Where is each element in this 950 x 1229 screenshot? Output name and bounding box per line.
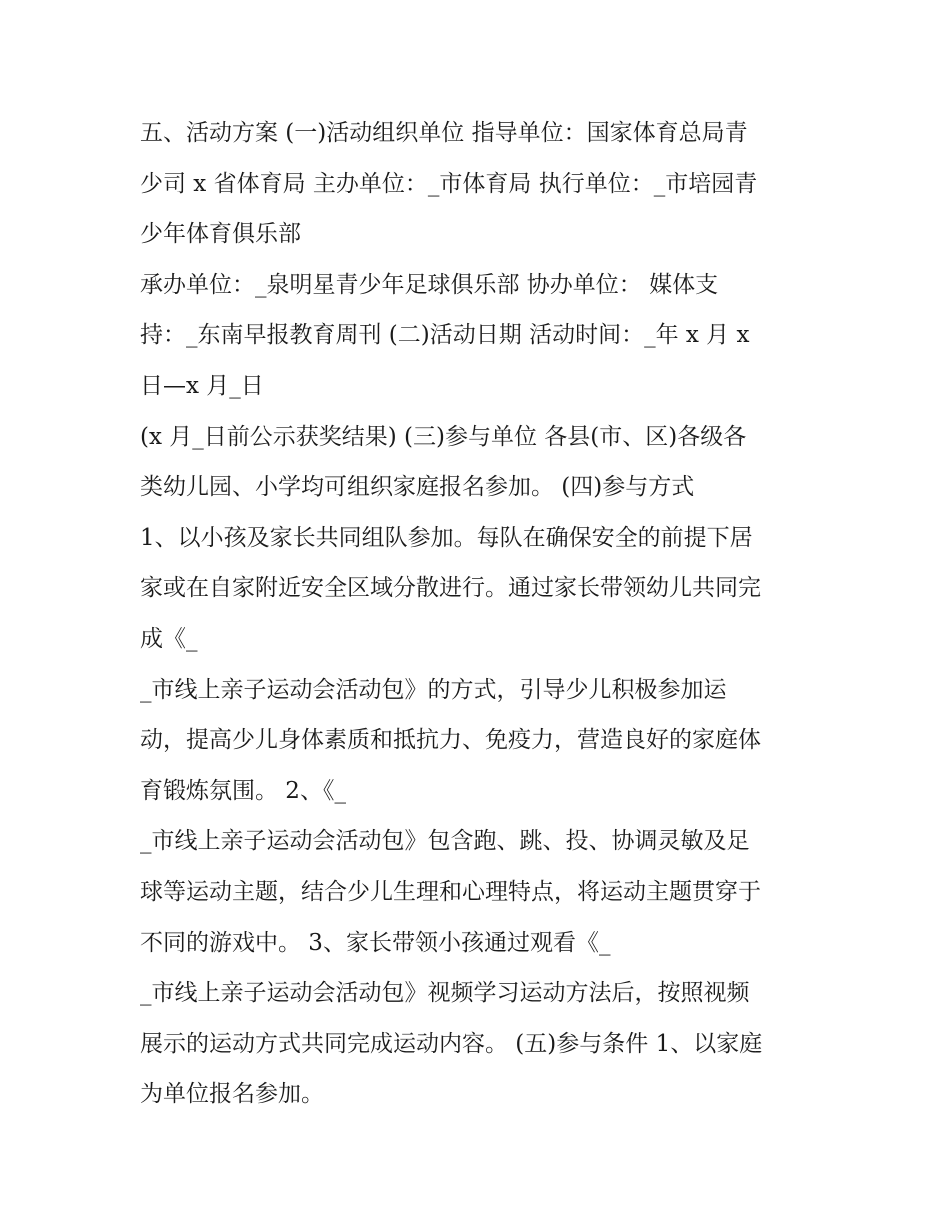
text-line: 承办单位：_泉明星青少年足球俱乐部 协办单位： 媒体支 — [140, 271, 719, 298]
text-line: 球等运动主题，结合少儿生理和心理特点，将运动主题贯穿于 — [140, 878, 761, 905]
text-line: 为单位报名参加。 — [140, 1081, 324, 1108]
text-line: _市线上亲子运动会活动包》的方式，引导少儿积极参加运 — [140, 676, 727, 703]
text-line: 不同的游戏中。 3、家长带领小孩通过观看《_ — [140, 929, 611, 956]
text-line: 展示的运动方式共同完成运动内容。 (五)参与条件 1、以家庭 — [140, 1030, 763, 1057]
text-line: 少年体育俱乐部 — [140, 221, 301, 248]
document-body — [140, 108, 830, 1120]
text-line: 成《_ — [140, 625, 198, 652]
text-line: 育锻炼氛围。 2、《_ — [140, 777, 346, 804]
text-line: 持：_东南早报教育周刊 (二)活动日期 活动时间：_年 x 月 x — [140, 322, 750, 349]
text-line: 五、活动方案 (一)活动组织单位 指导单位：国家体育总局青 — [140, 120, 748, 146]
text-line: 少司 x 省体育局 主办单位：_市体育局 执行单位：_市培园青 — [140, 170, 758, 197]
text-line: _市线上亲子运动会活动包》包含跑、跳、投、协调灵敏及足 — [140, 828, 750, 855]
text-line: _市线上亲子运动会活动包》视频学习运动方法后，按照视频 — [140, 980, 750, 1007]
text-line: 家或在自家附近安全区域分散进行。通过家长带领幼儿共同完 — [140, 575, 761, 602]
text-line: 类幼儿园、小学均可组织家庭报名参加。 (四)参与方式 — [140, 474, 695, 501]
text-line: (x 月_日前公示获奖结果) (三)参与单位 各县(市、区)各级各 — [140, 423, 747, 450]
text-line: 动，提高少儿身体素质和抵抗力、免疫力，营造良好的家庭体 — [140, 727, 761, 754]
text-line: 1、以小孩及家长共同组队参加。每队在确保安全的前提下居 — [140, 524, 753, 551]
text-line: 日—x 月_日 — [140, 372, 264, 399]
